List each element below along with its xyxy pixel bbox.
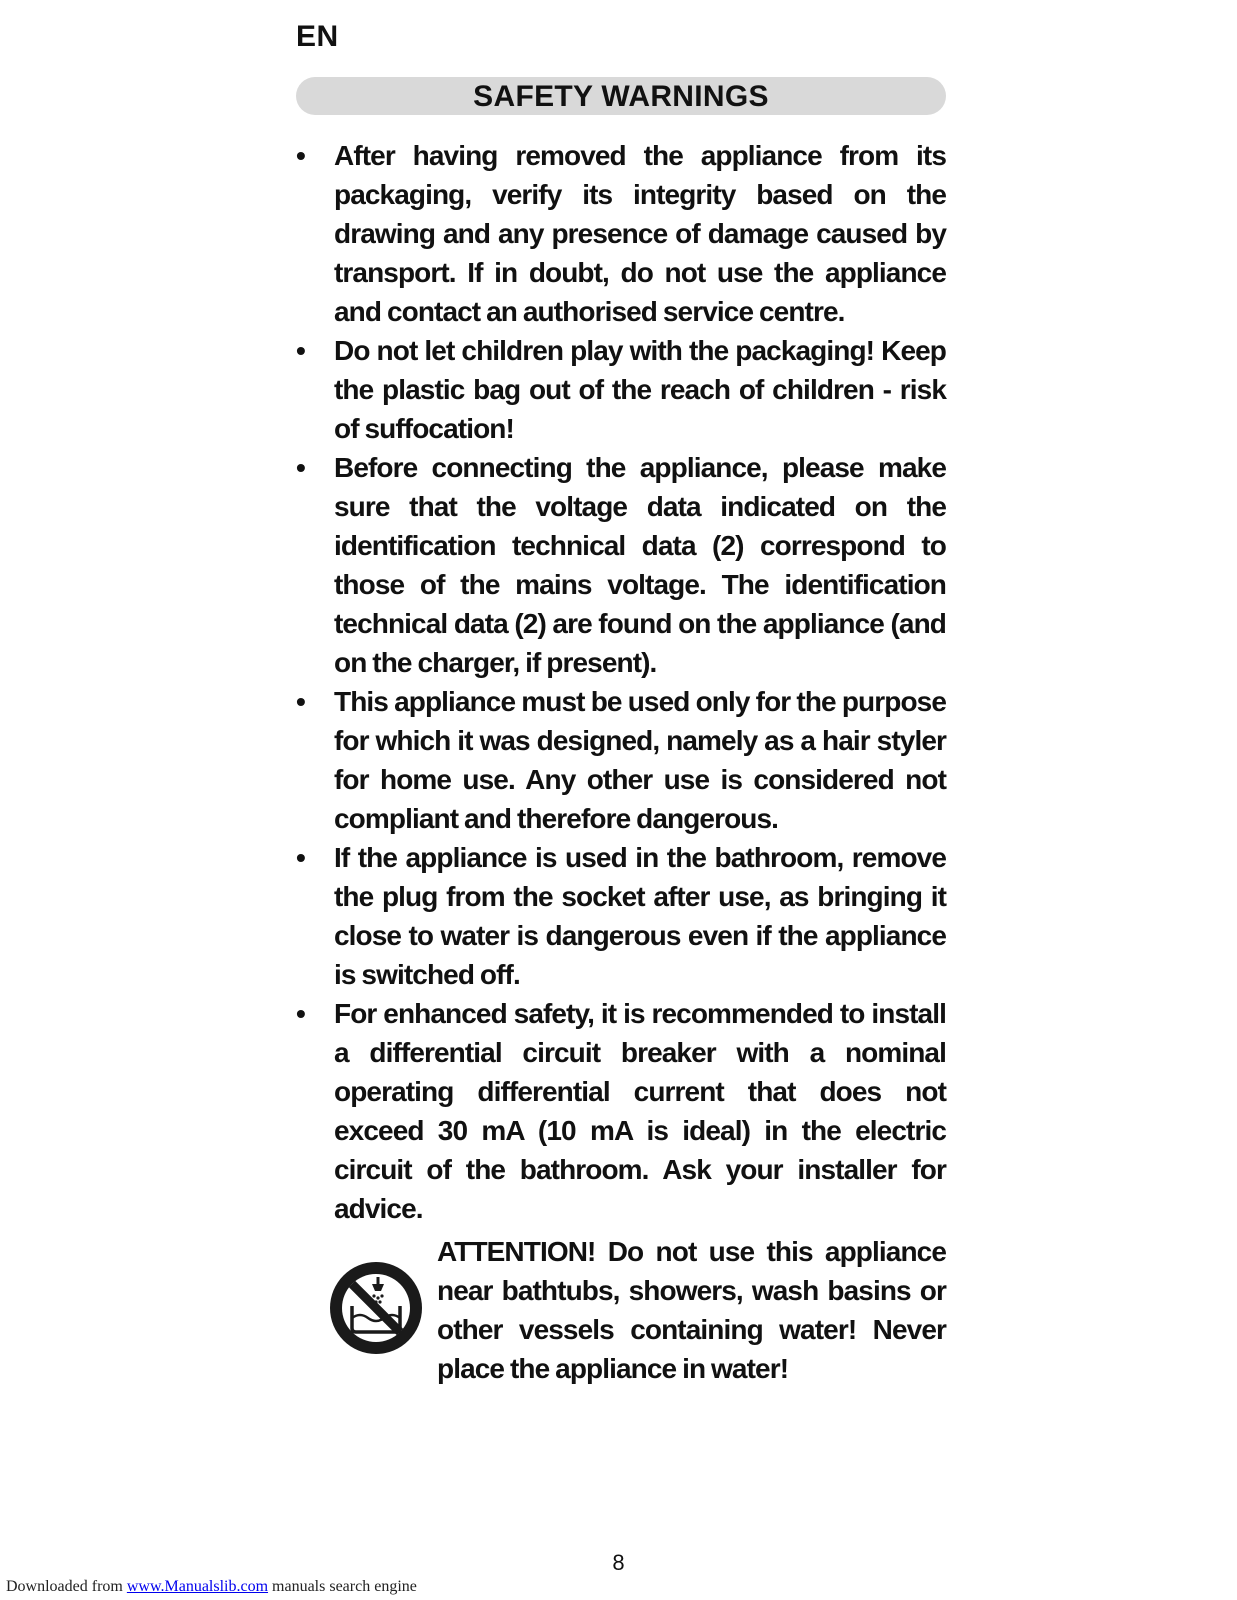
warning-item xyxy=(296,994,946,1228)
bullet-symbol: • xyxy=(296,335,306,366)
download-footer xyxy=(6,1578,417,1596)
safety-warnings-list xyxy=(296,136,946,1228)
warning-text: This appliance must be used only for the purpose for which it was designed, namely as a hair styler for home use. Any other use is considered not compliant and therefore dangerous. xyxy=(334,686,946,834)
warning-item xyxy=(296,448,946,682)
bullet-symbol: • xyxy=(296,686,306,717)
warning-item xyxy=(296,682,946,838)
bullet-symbol: • xyxy=(296,842,306,873)
manualslib-link[interactable]: www.Manualslib.com xyxy=(126,1578,269,1595)
footer-suffix: manuals search engine xyxy=(268,1578,417,1595)
warning-text: After having removed the appliance from its packaging, verify its integrity based on the drawing and any presence of damage caused by transport. If in doubt, do not use the appliance and contact an authorised service centre. xyxy=(334,140,946,327)
warning-text: For enhanced safety, it is recommended to install a differential circuit breaker with a nominal operating differential current that does not exceed 30 mA (10 mA is ideal) in the electric circuit of the bathroom. Ask your installer for advice. xyxy=(334,998,946,1224)
bullet-symbol: • xyxy=(296,140,306,171)
warning-item xyxy=(296,838,946,994)
section-title: SAFETY WARNINGS xyxy=(296,77,946,115)
attention-block xyxy=(330,1232,946,1392)
bullet-symbol: • xyxy=(296,452,306,483)
bullet-symbol: • xyxy=(296,998,306,1029)
page-number: 8 xyxy=(612,1550,625,1575)
warning-text: Before connecting the appliance, please make sure that the voltage data indicated on the identification technical data (2) correspond to those of the mains voltage. The identification technical data (2) are found on the appliance (and on the charger, if present). xyxy=(334,452,946,678)
warning-item xyxy=(296,136,946,331)
footer-prefix: Downloaded from xyxy=(6,1578,127,1595)
warning-text: If the appliance is used in the bathroom, remove the plug from the socket after use, as bringing it close to water is dangerous even if the appliance is switched off. xyxy=(334,842,946,990)
attention-text: ATTENTION! Do not use this appliance near bathtubs, showers, wash basins or other vessels containing water! Never place the appliance in water! xyxy=(437,1236,946,1384)
language-code: EN xyxy=(296,20,339,53)
warning-text: Do not let children play with the packaging! Keep the plastic bag out of the reach of children - risk of suffocation! xyxy=(334,335,946,444)
warning-item xyxy=(296,331,946,448)
no-water-use-icon xyxy=(330,1262,422,1354)
